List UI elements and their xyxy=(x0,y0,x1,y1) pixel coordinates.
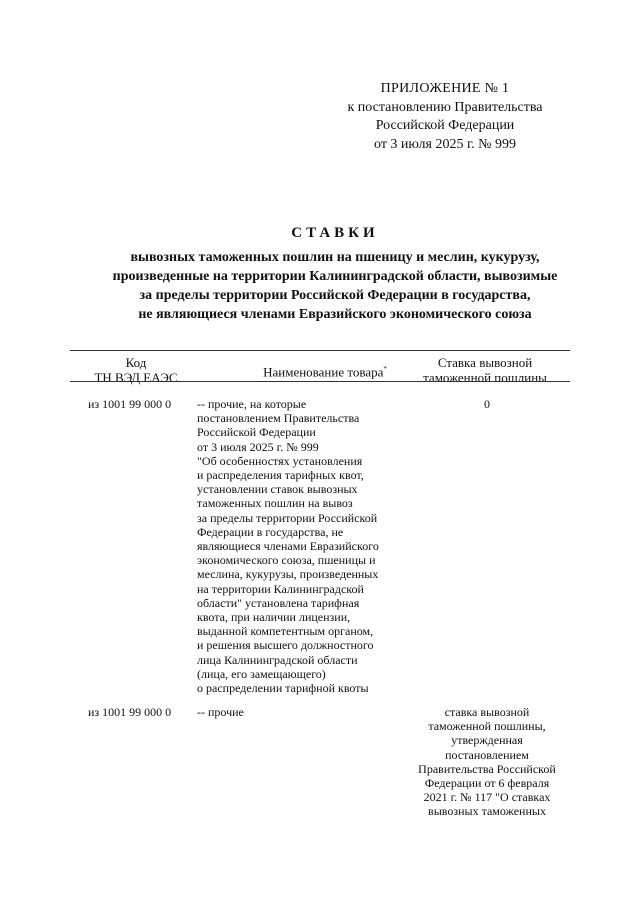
name-line: установлении ставок вывозных xyxy=(197,482,358,497)
rate-line: постановлением xyxy=(445,747,529,762)
rate-line: ставка вывозной xyxy=(444,705,530,719)
name-line: области" установлена тарифная xyxy=(197,595,360,610)
appendix-line: Российской Федерации xyxy=(375,118,515,133)
rate-line: Федерации от 6 февраля xyxy=(424,776,550,791)
rate-line: 2021 г. № 117 "О ставках xyxy=(423,790,551,805)
name-line: и решения высшего должностного xyxy=(197,638,374,653)
appendix-date: от 3 июля 2025 г. № 999 xyxy=(374,136,516,152)
name-line: лица Калининградской области xyxy=(197,652,358,667)
document-heading: СТАВКИ xyxy=(291,225,379,241)
name-line: "Об особенностях установления xyxy=(197,453,363,468)
rate-line: таможенной пошлины, xyxy=(428,719,546,734)
name-line: за пределы территории Российской xyxy=(197,510,378,525)
header-name xyxy=(225,362,425,379)
table-top-rule xyxy=(70,350,570,351)
subheading-line: за пределы территории Российской Федерации в государства, xyxy=(139,288,531,303)
rate-line: утвержденная xyxy=(451,733,523,748)
name-line: экономического союза, пшеницы и xyxy=(197,553,376,568)
name-line: о распределении тарифной квоты xyxy=(197,681,369,696)
name-line: (лица, его замещающего) xyxy=(197,666,326,681)
table-cell-code: из 1001 99 000 0 xyxy=(88,705,172,719)
name-line: Российской Федерации xyxy=(197,425,316,440)
subheading-line: не являющиеся членами Евразийского экономического союза xyxy=(138,307,532,322)
name-line: выданной компетентным органом, xyxy=(197,624,374,639)
name-line: постановлением Правительства xyxy=(197,411,360,426)
subheading-line: произведенные на территории Калининградской области, вывозимые xyxy=(112,269,558,284)
table-cell-rate xyxy=(402,705,572,819)
document-subheading xyxy=(50,248,620,324)
header-rate-line: таможенной пошлины xyxy=(423,370,547,385)
name-line: таможенных пошлин на вывоз xyxy=(197,496,353,511)
table-cell-name xyxy=(197,397,412,695)
header-code-line: Код xyxy=(125,355,147,370)
name-line: являющиеся членами Евразийского xyxy=(197,539,379,554)
header-name-text: Наименование товара xyxy=(263,364,384,380)
table-header-rule xyxy=(70,381,570,382)
header-rate-line: Ставка вывозной xyxy=(437,355,533,370)
footnote-mark: * xyxy=(383,365,387,373)
name-line: квота, при наличии лицензии, xyxy=(197,610,351,625)
table-cell-name xyxy=(197,705,412,719)
name-line: Федерации в государства, не xyxy=(197,524,344,539)
name-line: от 3 июля 2025 г. № 999 xyxy=(197,439,319,454)
table-cell-code: из 1001 99 000 0 xyxy=(88,397,172,411)
name-line: -- прочие xyxy=(197,705,244,719)
name-line: на территории Калининградской xyxy=(197,581,364,596)
subheading-line: вывозных таможенных пошлин на пшеницу и меслин, кукурузу, xyxy=(130,250,540,265)
name-line: меслина, кукурузы, произведенных xyxy=(197,567,379,582)
name-line: и распределения тарифных квот, xyxy=(197,468,364,483)
appendix-line: к постановлению Правительства xyxy=(347,99,543,115)
rate-line: вывозных таможенных xyxy=(428,804,546,819)
rate-line: Правительства Российской xyxy=(418,761,556,776)
header-code-line: ТН ВЭД ЕАЭС xyxy=(94,370,178,385)
name-line: -- прочие, на которые xyxy=(197,397,307,411)
rate-line: 0 xyxy=(484,397,490,411)
table-cell-rate xyxy=(402,397,572,411)
appendix-block xyxy=(330,80,560,154)
appendix-title: ПРИЛОЖЕНИЕ № 1 xyxy=(380,81,510,96)
